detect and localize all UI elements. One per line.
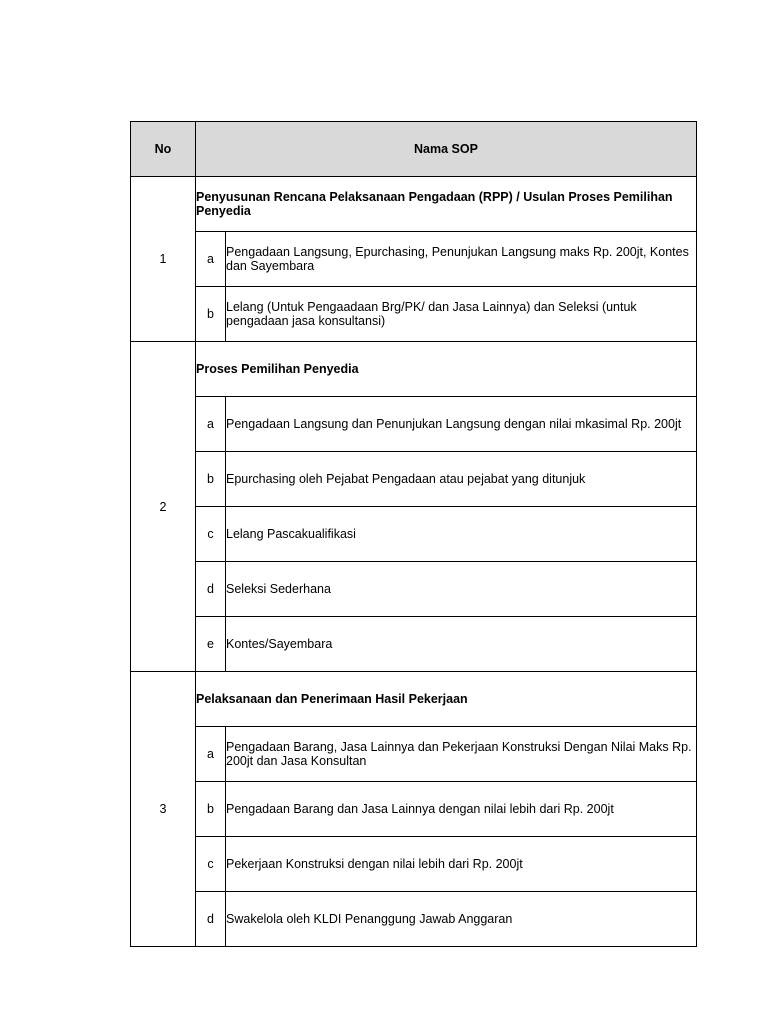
item-row bbox=[131, 397, 697, 452]
item-letter: d bbox=[196, 562, 226, 617]
item-letter: d bbox=[196, 892, 226, 947]
item-text: Epurchasing oleh Pejabat Pengadaan atau pejabat yang ditunjuk bbox=[226, 452, 697, 507]
item-row bbox=[131, 782, 697, 837]
item-text: Pengadaan Langsung, Epurchasing, Penunjukan Langsung maks Rp. 200jt, Kontes dan Sayembara bbox=[226, 232, 697, 287]
header-row bbox=[131, 122, 697, 177]
item-text: Kontes/Sayembara bbox=[226, 617, 697, 672]
item-letter: b bbox=[196, 782, 226, 837]
item-letter: a bbox=[196, 232, 226, 287]
item-letter: e bbox=[196, 617, 226, 672]
item-letter: a bbox=[196, 727, 226, 782]
section-row bbox=[131, 672, 697, 727]
section-title: Penyusunan Rencana Pelaksanaan Pengadaan (RPP) / Usulan Proses Pemilihan Penyedia bbox=[196, 177, 697, 232]
item-row bbox=[131, 837, 697, 892]
item-letter: a bbox=[196, 397, 226, 452]
section-title: Proses Pemilihan Penyedia bbox=[196, 342, 697, 397]
section-number: 3 bbox=[131, 672, 196, 947]
item-letter: b bbox=[196, 452, 226, 507]
item-text: Lelang Pascakualifikasi bbox=[226, 507, 697, 562]
sop-table bbox=[130, 121, 697, 947]
header-nama-sop: Nama SOP bbox=[196, 122, 697, 177]
item-text: Pengadaan Langsung dan Penunjukan Langsung dengan nilai mkasimal Rp. 200jt bbox=[226, 397, 697, 452]
item-text: Swakelola oleh KLDI Penanggung Jawab Anggaran bbox=[226, 892, 697, 947]
item-row bbox=[131, 617, 697, 672]
section-number: 1 bbox=[131, 177, 196, 342]
item-row bbox=[131, 892, 697, 947]
item-row bbox=[131, 727, 697, 782]
item-row bbox=[131, 507, 697, 562]
section-row bbox=[131, 342, 697, 397]
section-row bbox=[131, 177, 697, 232]
item-text: Pekerjaan Konstruksi dengan nilai lebih dari Rp. 200jt bbox=[226, 837, 697, 892]
section-title: Pelaksanaan dan Penerimaan Hasil Pekerjaan bbox=[196, 672, 697, 727]
item-row bbox=[131, 452, 697, 507]
item-text: Lelang (Untuk Pengaadaan Brg/PK/ dan Jasa Lainnya) dan Seleksi (untuk pengadaan jasa konsultansi) bbox=[226, 287, 697, 342]
section-number: 2 bbox=[131, 342, 196, 672]
item-letter: c bbox=[196, 507, 226, 562]
item-text: Pengadaan Barang, Jasa Lainnya dan Pekerjaan Konstruksi Dengan Nilai Maks Rp. 200jt dan Jasa Konsultan bbox=[226, 727, 697, 782]
item-row bbox=[131, 562, 697, 617]
item-row bbox=[131, 232, 697, 287]
item-row bbox=[131, 287, 697, 342]
item-text: Pengadaan Barang dan Jasa Lainnya dengan nilai lebih dari Rp. 200jt bbox=[226, 782, 697, 837]
item-letter: c bbox=[196, 837, 226, 892]
item-letter: b bbox=[196, 287, 226, 342]
item-text: Seleksi Sederhana bbox=[226, 562, 697, 617]
header-no: No bbox=[131, 122, 196, 177]
